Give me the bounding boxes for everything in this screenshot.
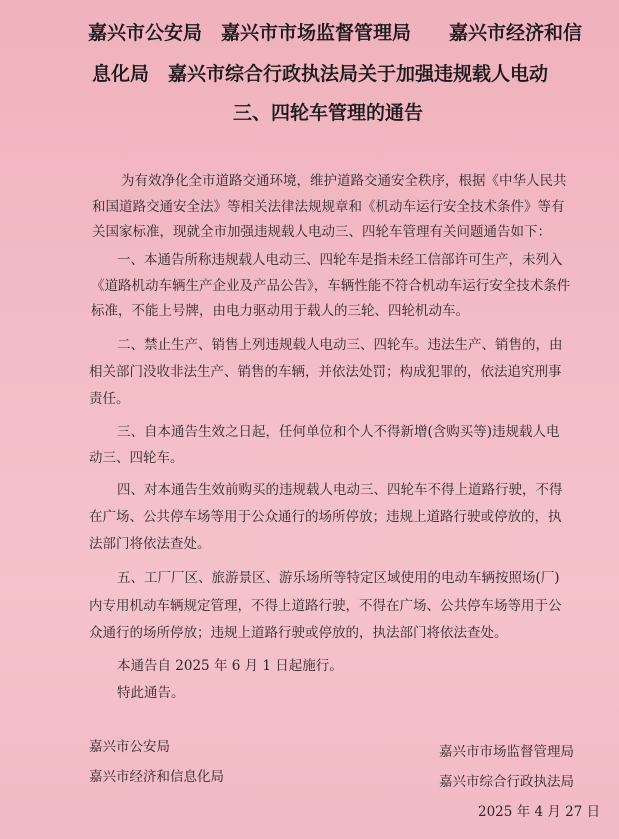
body-line: 五、工厂厂区、旅游景区、游乐场所等特定区域使用的电动车辆按照场(厂)	[117, 570, 560, 586]
body-line: 内专用机动车辆规定管理，不得上道路行驶，不得在广场、公共停车场等用于公	[89, 598, 562, 614]
title-line-2: 息化局 嘉兴市综合行政执法局关于加强违规载人电动	[92, 63, 549, 85]
body-line: 众通行的场所停放；违规上道路行驶或停放的，执法部门将依法查处。	[89, 625, 508, 641]
body-line: 二、禁止生产、销售上列违规载人电动三、四轮车。违法生产、销售的，由	[117, 337, 563, 353]
body-line: 责任。	[89, 391, 130, 407]
body-line: 特此通告。	[117, 685, 185, 701]
body-line: 相关部门没收非法生产、销售的车辆，并依法处罚；构成犯罪的，依法追究刑事	[89, 364, 562, 380]
signature-left-1: 嘉兴市公安局	[89, 739, 170, 755]
body-line: 《道路机动车辆生产企业及产品公告》，车辆性能不符合机动车运行安全技术条件	[91, 278, 571, 294]
title-line-1: 嘉兴市公安局 嘉兴市市场监督管理局 嘉兴市经济和信	[88, 22, 583, 44]
signature-right-2: 嘉兴市综合行政执法局	[439, 774, 574, 790]
body-line: 动三、四轮车。	[89, 450, 184, 466]
body-line: 和国道路交通安全法》等相关法律法规规章和《机动车运行安全技术条件》等有	[92, 199, 565, 215]
signature-right-1: 嘉兴市市场监督管理局	[439, 744, 574, 760]
body-line: 关国家标准，现就全市加强违规载人电动三、四轮车管理有关问题通告如下：	[92, 224, 551, 240]
signature-left-2: 嘉兴市经济和信息化局	[89, 769, 224, 785]
body-line: 为有效净化全市道路交通环境，维护道路交通安全秩序，根据《中华人民共	[121, 173, 567, 189]
body-line: 在广场、公共停车场等用于公众通行的场所停放；违规上道路行驶或停放的，执	[89, 509, 562, 525]
title-line-3: 三、四轮车管理的通告	[233, 102, 424, 124]
body-line: 一、本通告所称违规载人电动三、四轮车是指未经工信部许可生产，未列入	[117, 252, 563, 268]
body-line: 本通告自 2025 年 6 月 1 日起施行。	[117, 658, 343, 674]
body-line: 四、对本通告生效前购买的违规载人电动三、四轮车不得上道路行驶，不得	[117, 482, 563, 498]
body-line: 三、自本通告生效之日起，任何单位和个人不得新增(含购买等)违规载人电	[117, 424, 560, 440]
notice-date: 2025 年 4 月 27 日	[478, 804, 601, 820]
body-line: 标准，不能上号牌，由电力驱动用于载人的三轮、四轮机动车。	[91, 303, 469, 319]
body-line: 法部门将依法查处。	[89, 536, 211, 552]
